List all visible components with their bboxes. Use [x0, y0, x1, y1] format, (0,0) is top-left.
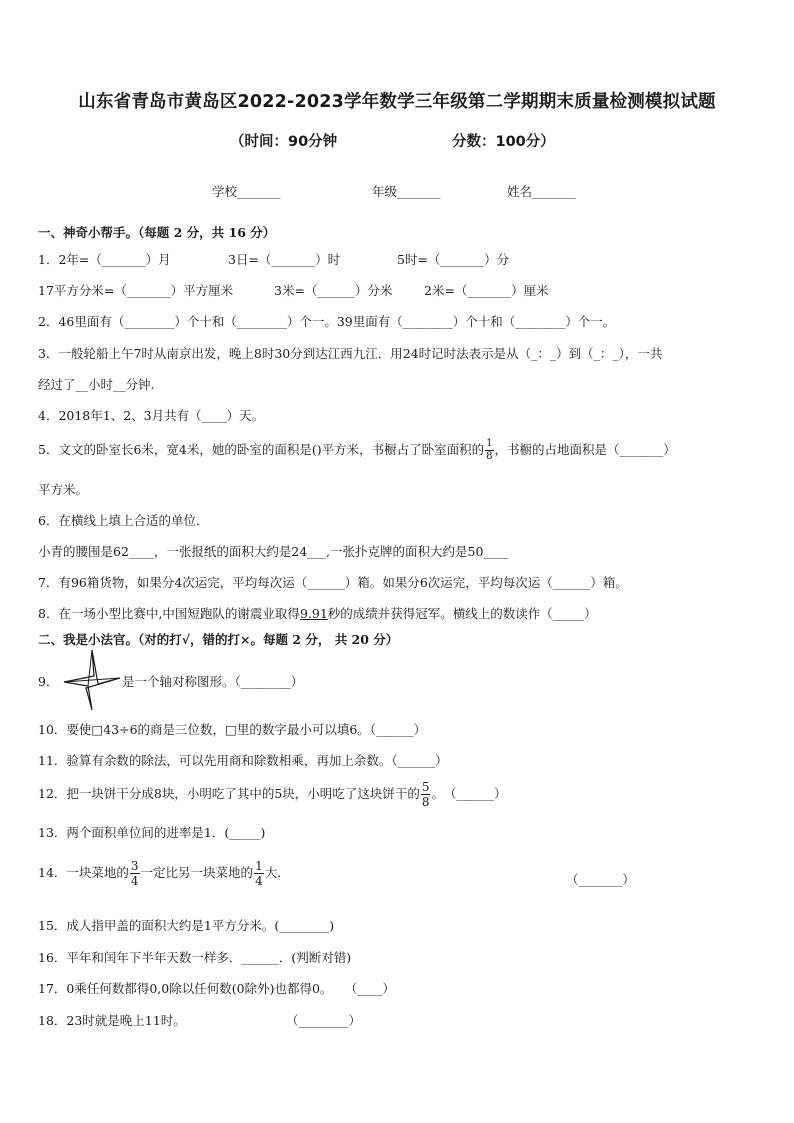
question-10: 10．要使□43÷6的商是三位数，□里的数字最小可以填6。（______）	[38, 722, 427, 737]
question-11: 11．验算有余数的除法，可以先用商和除数相乘，再加上余数。（______）	[38, 753, 448, 768]
question-14-text-end: 大．	[264, 865, 290, 880]
question-15: 15．成人指甲盖的面积大约是1平方分米。(________)	[38, 918, 335, 933]
question-5b: 平方米。	[38, 482, 89, 497]
question-3a: 3．一般轮船上午7时从南京出发，晚上8时30分到达江西九江．用24时记时法表示是从（_：_）到（_：_），一共	[38, 346, 663, 361]
name-field: 姓名_______	[507, 184, 576, 199]
question-6b: 小青的腰围是62____，一张报纸的面积大约是24___,一张扑克牌的面积大约是50____	[38, 544, 509, 559]
fraction-one-eighth	[485, 439, 493, 462]
school-field: 学校_______	[212, 184, 281, 199]
question-13: 13．两个面积单位间的进率是1．(_____)	[38, 825, 266, 840]
question-8	[38, 604, 597, 622]
question-1e: 3米=（______）分米	[274, 283, 393, 298]
question-12-text-end: 。 （______）	[431, 786, 507, 801]
question-1a: 1．2年=（_______）月	[38, 252, 171, 267]
underlined-number: 9.91	[299, 606, 328, 621]
question-7: 7．有96箱货物，如果分4次运完，平均每次运（______）箱。如果分6次运完，平均每次运（______）箱。	[38, 575, 628, 590]
fraction-denominator: 4	[130, 874, 139, 888]
question-9-number: 9．	[38, 674, 59, 689]
pinwheel-figure-icon	[62, 648, 122, 712]
fraction-numerator: 5	[421, 780, 430, 794]
fraction-one-quarter	[254, 860, 264, 887]
question-2: 2．46里面有（________）个十和（________）个一。39里面有（________）个十和（________）个一。	[38, 314, 616, 329]
question-8-text-end: 秒的成绩并获得冠军。横线上的数读作（_____）	[327, 606, 597, 621]
question-18: 18．23时就是晚上11时。	[38, 1013, 186, 1028]
question-16: 16．平年和闰年下半年天数一样多．______．(判断对错)	[38, 950, 352, 965]
question-5-text-end: ，书橱的占地面积是（_______）	[494, 442, 676, 457]
question-18-answer-blank: （________）	[286, 1013, 362, 1028]
question-5	[38, 438, 676, 462]
fraction-numerator: 1	[486, 438, 493, 449]
question-1f: 2米=（_______）厘米	[424, 283, 549, 298]
question-14-text: 14．一块菜地的	[38, 865, 129, 880]
section-1-heading: 一、神奇小帮手。（每题 2 分，共 16 分）	[38, 225, 276, 240]
question-1b: 3日=（_______）时	[228, 252, 341, 267]
question-3b: 经过了__小时__分钟.	[38, 377, 155, 392]
fraction-denominator: 8	[421, 795, 430, 809]
page-title: 山东省青岛市黄岛区2022-2023学年数学三年级第二学期期末质量检测模拟试题	[78, 92, 716, 112]
question-14	[38, 858, 290, 888]
question-14-answer-blank: （_______）	[566, 872, 635, 887]
question-14-text-mid: 一定比另一块菜地的	[140, 865, 254, 880]
fraction-denominator: 8	[486, 451, 493, 462]
fraction-numerator: 1	[255, 859, 263, 873]
question-17: 17．0乘任何数都得0,0除以任何数(0除外)也都得0。 （____）	[38, 981, 395, 996]
question-12-text: 12．把一块饼干分成8块，小明吃了其中的5块，小明吃了这块饼干的	[38, 786, 420, 801]
fraction-denominator: 4	[255, 874, 263, 888]
grade-field: 年级_______	[372, 184, 441, 199]
question-8-text: 8．在一场小型比赛中,中国短跑队的谢震业取得	[38, 606, 300, 621]
section-2-heading: 二、我是小法官。（对的打√，错的打×。每题 2 分， 共 20 分）	[38, 632, 399, 647]
question-5-text: 5．文文的卧室长6米，宽4米，她的卧室的面积是()平方米，书橱占了卧室面积的	[38, 442, 485, 457]
question-1d: 17平方分米=（_______）平方厘米	[38, 283, 234, 298]
fraction-three-quarters	[130, 860, 140, 887]
question-12	[38, 780, 506, 808]
question-6: 6．在横线上填上合适的单位．	[38, 513, 209, 528]
question-4: 4．2018年1、2、3月共有（____）天。	[38, 408, 265, 423]
fraction-five-eighths	[421, 781, 431, 808]
question-9: 是一个轴对称图形。（________）	[122, 674, 304, 689]
exam-time: （时间：90分钟	[230, 134, 338, 150]
question-1c: 5时=（_______）分	[397, 252, 510, 267]
exam-score: 分数：100分）	[452, 134, 555, 150]
fraction-numerator: 3	[130, 859, 139, 873]
